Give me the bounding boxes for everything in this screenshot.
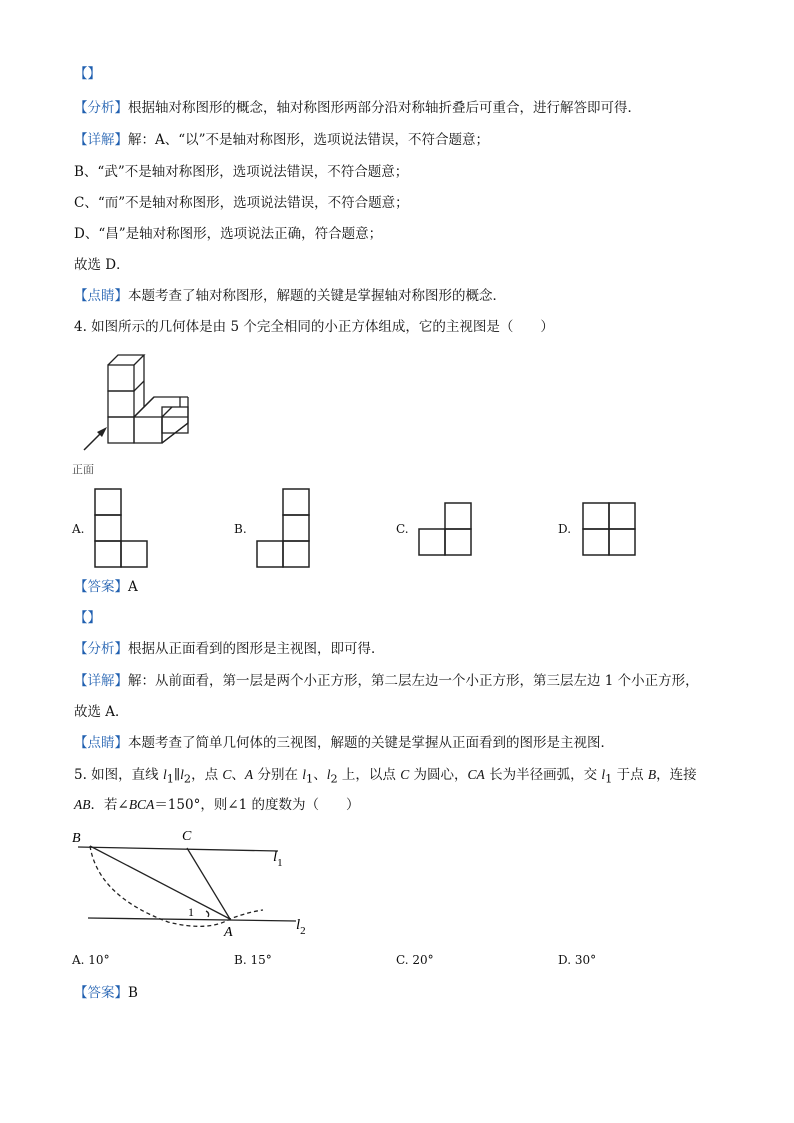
choose-line-2: 故选 A． (74, 704, 129, 720)
detail-line-2 (74, 671, 699, 691)
bracket-open: 【 (74, 66, 88, 82)
option-d-line: D、“昌”是轴对称图形，选项说法正确，符合题意； (74, 226, 383, 242)
answer-tag: 【答案】 (74, 579, 128, 595)
analysis-line (74, 98, 641, 118)
bracket-close-2: 】 (87, 610, 101, 626)
choose-line: 故选 D． (74, 257, 130, 273)
q4-option-d-figure (582, 502, 642, 562)
detail-tag-2: 【详解】 (74, 673, 128, 689)
bracket-line (74, 64, 101, 84)
analysis-tag: 【分析】 (74, 100, 128, 116)
analysis-text-2: 根据从正面看到的图形是主视图，即可得． (128, 641, 385, 657)
label-a: A (224, 925, 233, 940)
question-4: 4. 如图所示的几何体是由 5 个完全相同的小正方体组成，它的主视图是（ ） (74, 319, 554, 335)
detail-text-2: 解：从前面看，第一层是两个小正方形，第二层左边一个小正方形，第三层左边 1 个小正方形， (128, 673, 699, 689)
analysis-line-2 (74, 639, 385, 659)
answer-4-value: A (128, 579, 138, 595)
label-l2: $l_2$ (296, 917, 306, 937)
label-c: C (182, 829, 192, 844)
bracket-line-2 (74, 608, 101, 628)
q4-option-b-label: B. (234, 522, 247, 536)
answer-4-line (74, 577, 138, 597)
label-b: B (72, 831, 81, 846)
q4-option-c-label: C. (396, 522, 409, 536)
analysis-text: 根据轴对称图形的概念，轴对称图形两部分沿对称轴折叠后可重合，进行解答即可得． (128, 100, 641, 116)
comment-line-2 (74, 733, 614, 753)
detail-line (74, 130, 489, 150)
comment-tag-2: 【点睛】 (74, 735, 128, 751)
label-l1: $l_1$ (273, 849, 283, 869)
q5-option-d: D. 30° (558, 953, 597, 967)
analysis-tag-2: 【分析】 (74, 641, 128, 657)
q4-option-c-figure (418, 502, 478, 562)
label-angle-1: 1 (188, 905, 194, 919)
q5-option-b: B. 15° (234, 953, 272, 967)
q5-option-a: A. 10° (72, 953, 110, 967)
q4-option-d-label: D. (558, 522, 572, 536)
answer-tag-2: 【答案】 (74, 985, 128, 1001)
bracket-close: 】 (87, 66, 101, 82)
answer-5-line (74, 983, 138, 1003)
answer-5-value: B (128, 985, 138, 1001)
q5-option-c: C. 20° (396, 953, 434, 967)
comment-line (74, 286, 506, 306)
front-label: 正面 (72, 463, 94, 476)
question-5-line-1: 5. 如图，直线 $l_1\parallel l_2$，点 C、A 分别在 $l_1$、$l_2$ 上，以点 C 为圆心，CA 长为半径画弧，交 $l_1$ 于点 B，连接 (74, 767, 697, 786)
q4-option-a-figure (94, 488, 154, 570)
detail-tag: 【详解】 (74, 132, 128, 148)
option-b-line: B、“武”不是轴对称图形，选项说法错误，不符合题意； (74, 164, 409, 180)
q4-option-a-label: A. (72, 522, 85, 536)
comment-tag: 【点睛】 (74, 288, 128, 304)
q4-option-b-figure (256, 488, 316, 570)
question-5-line-2: AB．若∠BCA＝150°，则∠1 的度数为（ ） (74, 797, 360, 813)
detail-text: 解：A、“以”不是轴对称图形，选项说法错误，不符合题意； (128, 132, 490, 148)
bracket-open-2: 【 (74, 610, 88, 626)
comment-text-2: 本题考查了简单几何体的三视图，解题的关键是掌握从正面看到的图形是主视图． (128, 735, 614, 751)
comment-text: 本题考查了轴对称图形，解题的关键是掌握轴对称图形的概念． (128, 288, 506, 304)
geometry-figure (68, 826, 328, 946)
option-c-line: C、“而”不是轴对称图形，选项说法错误，不符合题意； (74, 195, 409, 211)
